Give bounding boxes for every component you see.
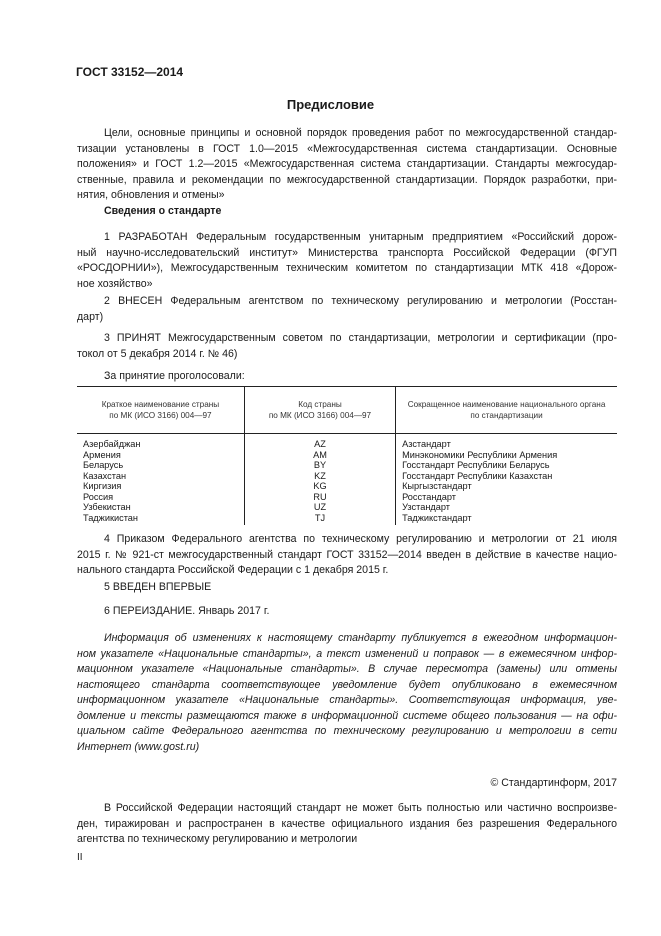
rights-paragraph [77,801,617,848]
table-header-code [244,387,395,434]
intro-line: Цели, основные принципы и основной порядок проведения работ по межгосударственной стандар- [104,127,617,139]
country-cell: Киргизия [83,481,122,491]
authority-cell: Росстандарт [396,492,617,503]
country-cell: Казахстан [83,470,127,481]
item-4-line: 2015 г. № 921-ст межгосударственный стандарт ГОСТ 33152—2014 введен в действие в качестве нацио- [77,548,617,561]
authority-cell: Госстандарт Республики Казахстан [396,471,617,482]
notice-line: ном указателе «Национальные стандарты», а текст изменений и поправок — в ежемесячном инфор- [77,647,617,660]
country-cell: Таджикистан [83,512,138,523]
code-cell: KG [244,481,395,492]
table-row [77,450,617,461]
notice-line: домление и тексты размещаются также в информационной системе общего пользования — на офи- [77,709,617,722]
page-title: Предисловие [286,97,375,112]
table-row [77,502,617,513]
item-1-paragraph [77,230,617,292]
country-cell: Узбекистан [83,502,131,512]
intro-line: положения» и ГОСТ 1.2—2015 «Межгосударственная система стандартизации. Стандарты межгосудар- [77,158,617,170]
authority-cell: Минэкономики Республики Армения [396,450,617,461]
voted-label: За принятие проголосовали: [104,370,245,382]
table-row [77,471,617,482]
info-heading: Сведения о стандарте [104,205,222,217]
table-row [77,513,617,526]
table-row [77,492,617,503]
item-3-line: токол от 5 декабря 2014 г. № 46) [77,347,238,360]
table-header-country [77,387,244,434]
code-cell: BY [244,460,395,471]
rights-line: агентства по техническому регулированию и метрологии [77,833,358,845]
item-2-line: 2 ВНЕСЕН Федеральным агентством по техническому регулированию и метрологии (Росстан- [104,295,617,307]
authority-cell: Узстандарт [396,502,617,513]
item-1-line: 1 РАЗРАБОТАН Федеральным государственным унитарным предприятием «Российский дорож- [104,231,617,243]
intro-line: нятия, обновления и отмены» [77,189,225,201]
table-header-authority [396,387,617,434]
notice-line: мационном указателе «Национальные стандарты». В случае пересмотра (замены) или отмены [77,663,617,675]
code-cell: AZ [244,434,395,450]
notice-line: настоящего стандарта соответствующее уведомление будет опубликовано в ежемесячном [77,678,617,691]
code-cell: KZ [244,471,395,482]
intro-line: ственные, правила и рекомендации по межгосударственной стандартизации. Порядок разработки, при- [77,173,617,186]
notice-line: Информация об изменениях к настоящему стандарту публикуется в ежегодном информацион- [104,632,617,644]
code-cell: RU [244,492,395,503]
header-line: Сокращенное наименование национального органа [407,400,606,409]
notice-line: Интернет (www.gost.ru) [77,740,200,753]
country-cell: Азербайджан [83,439,141,449]
item-4-line: нального стандарта Российской Федерации с 1 декабря 2015 г. [77,564,389,576]
item-3-line: 3 ПРИНЯТ Межгосударственным советом по стандартизации, метрологии и сертификации (про- [104,332,617,344]
notice-paragraph [77,631,617,755]
authority-cell: Кыргызстандарт [396,481,617,492]
authority-cell: Таджикстандарт [396,513,617,526]
country-cell: Армения [83,449,121,460]
country-cell: Россия [83,491,114,502]
code-cell: TJ [244,513,395,526]
item-5: 5 ВВЕДЕН ВПЕРВЫЕ [104,581,212,593]
item-1-line: ное хозяйство» [77,277,153,290]
item-3-paragraph [77,331,617,362]
table-header-row [77,387,617,434]
header-line: по стандартизации [470,411,543,420]
copyright: © Стандартинформ, 2017 [490,777,617,789]
item-2-paragraph [77,294,617,325]
document-code-header: ГОСТ 33152—2014 [76,65,184,79]
item-1-line: «РОСДОРНИИ»), Межгосударственным техническим комитетом по стандартизации МТК 418 «Дорож- [77,262,617,274]
notice-line: циальном сайте Федерального агентства по техническому регулированию и метрологии в сети [77,725,617,737]
table-row [77,460,617,471]
header-line: Код страны [298,400,342,409]
rights-line: В Российской Федерации настоящий стандарт не может быть полностью или частично воспроизве- [104,802,617,814]
authority-cell: Азстандарт [396,434,617,450]
intro-paragraph [77,126,617,204]
code-cell: UZ [244,502,395,513]
voting-countries-table [77,386,617,525]
page-number: II [77,852,83,863]
intro-line: тизации установлены в ГОСТ 1.0—2015 «Межгосударственная система стандартизации. Основные [77,142,617,155]
item-4-line: 4 Приказом Федерального агентства по техническому регулированию и метрологии от 21 июля [104,533,617,545]
notice-line: информационном указателе «Национальные стандарты». Соответствующая информация, уве- [77,694,617,706]
item-4-paragraph [77,532,617,579]
item-6: 6 ПЕРЕИЗДАНИЕ. Январь 2017 г. [104,605,270,617]
table-row [77,481,617,492]
header-line: по МК (ИСО 3166) 004—97 [268,411,372,420]
authority-cell: Госстандарт Республики Беларусь [396,460,617,471]
item-1-line: ный научно-исследовательский институт» Министерства транспорта Российской Федерации (ФГУП [77,246,617,259]
rights-line: ден, тиражирован и распространен в качестве официального издания без разрешения Федерального [77,817,617,830]
header-line: Краткое наименование страны [101,400,220,409]
table-row [77,434,617,450]
code-cell: AM [244,450,395,461]
header-line: по МК (ИСО 3166) 004—97 [109,411,212,420]
item-2-line: дарт) [77,310,104,323]
country-cell: Беларусь [83,460,124,470]
